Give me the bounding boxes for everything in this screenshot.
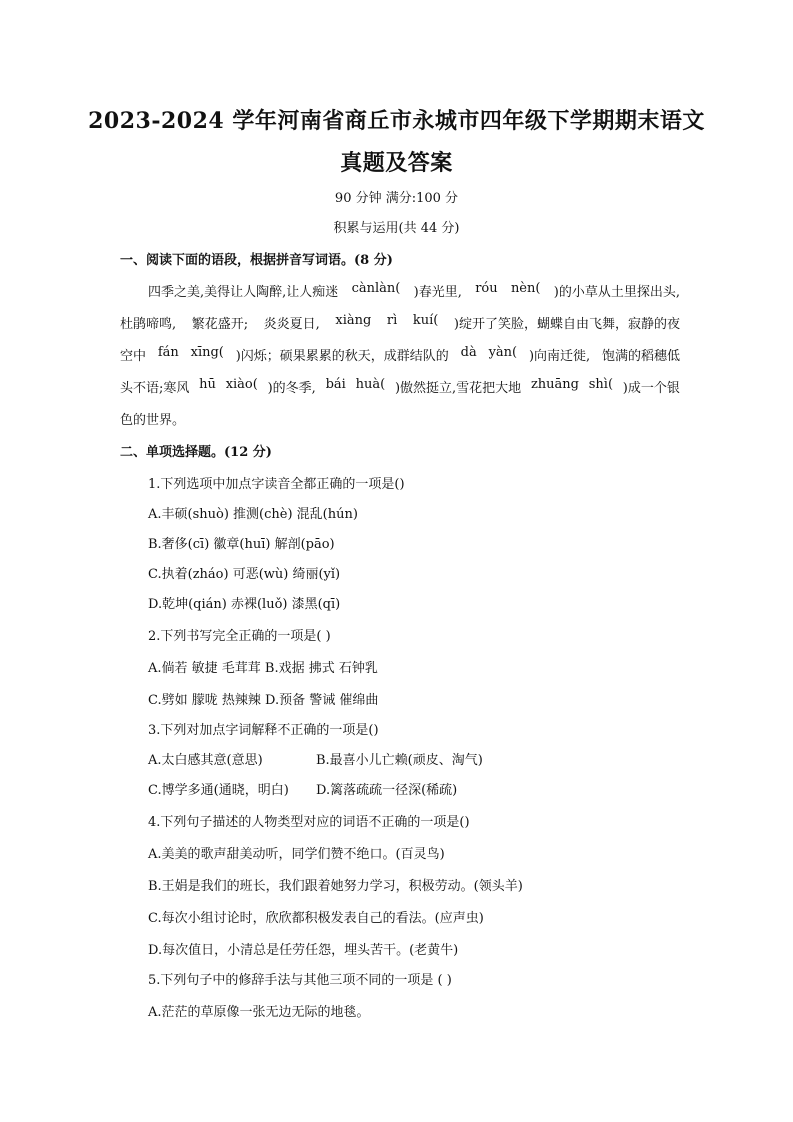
text-chunk: kuí(	[412, 313, 443, 328]
text-chunk: dà	[460, 345, 481, 360]
text-chunk: xiào(	[225, 377, 262, 392]
option-d: D.乾坤(qián) 赤裸(luǒ) 漆黑(qī)	[148, 597, 341, 612]
option-a: A.美美的歌声甜美动听，同学们赞不绝口。(百灵鸟)	[148, 847, 445, 862]
text-chunk: 四季之美,美得让人陶醉,让人痴迷	[148, 285, 343, 300]
text-chunk: nèn(	[510, 281, 545, 296]
text-chunk: )闪烁；硕果累累的秋天，成群结队的	[235, 349, 453, 364]
text-chunk: )向南迁徙,	[528, 349, 595, 364]
text-chunk: róu	[475, 281, 502, 296]
section1-paragraph-line	[120, 377, 680, 396]
text-chunk: 炎炎夏日,	[263, 317, 324, 332]
text-chunk: 空中	[120, 349, 151, 364]
text-chunk: )傲然挺立,雪花把大地	[394, 381, 526, 396]
text-chunk: bái	[325, 377, 350, 392]
section1-paragraph-line	[148, 281, 680, 300]
text-chunk: )绽开了笑脸，蝴蝶自由飞舞，寂静的夜	[453, 317, 680, 332]
text-chunk: 头不语;寒风	[120, 381, 194, 396]
text-chunk: fán	[157, 345, 183, 360]
text-chunk: )成一个银	[622, 381, 680, 396]
option-ab: A.倘若 敏捷 毛茸茸 B.戏据 拂式 石钟乳	[148, 661, 378, 676]
text-chunk: huà(	[355, 377, 390, 392]
part-heading: 积累与运用(共 44 分)	[333, 221, 460, 236]
text-chunk: 杜鹃啼鸣,	[120, 317, 181, 332]
option-d: D.篱落疏疏一径深(稀疏)	[316, 783, 458, 798]
doc-title-line1: 2023-2024 学年河南省商丘市永城市四年级下学期期末语文	[88, 108, 705, 134]
text-chunk: )春光里,	[413, 285, 467, 300]
option-a: A.茫茫的草原像一张无边无际的地毯。	[148, 1005, 370, 1020]
option-a: A.丰硕(shuò) 推测(chè) 混乱(hún)	[148, 507, 358, 522]
option-cd: C.劈如 朦咙 热辣辣 D.预备 警诫 催绵曲	[148, 693, 379, 708]
option-b: B.王娟是我们的班长，我们跟着她努力学习，积极劳动。(领头羊)	[148, 879, 523, 894]
question-stem: 4.下列句子描述的人物类型对应的词语不正确的一项是()	[148, 815, 470, 830]
question-stem: 5.下列句子中的修辞手法与其他三项不同的一项是 ( )	[148, 973, 452, 988]
option-c: C.每次小组讨论时，欣欣都积极发表自己的看法。(应声虫)	[148, 911, 484, 926]
option-c: C.执着(zháo) 可恶(wù) 绮丽(yǐ)	[148, 567, 341, 582]
option-b: B.奢侈(cī) 徽章(huī) 解剖(pāo)	[148, 537, 335, 552]
doc-title-line2: 真题及答案	[340, 150, 453, 176]
option-c: C.博学多通(通晓，明白)	[148, 783, 289, 798]
text-chunk: 繁花盛开;	[191, 317, 253, 332]
text-chunk: xiàng	[335, 313, 376, 328]
text-chunk: )的小草从土里探出头,	[553, 285, 680, 300]
text-chunk: zhuāng	[530, 377, 584, 392]
section1-paragraph-line: 色的世界。	[120, 413, 186, 428]
question-stem: 3.下列对加点字词解释不正确的一项是()	[148, 723, 379, 738]
text-chunk: yàn(	[488, 345, 522, 360]
text-chunk: rì	[386, 313, 402, 328]
text-chunk: xīng(	[190, 345, 229, 360]
text-chunk: cànlàn(	[351, 281, 405, 296]
option-d: D.每次值日，小清总是任劳任怨，埋头苦干。(老黄牛)	[148, 943, 459, 958]
text-chunk: )的冬季,	[267, 381, 320, 396]
exam-meta: 90 分钟 满分:100 分	[334, 191, 459, 206]
question-stem: 2.下列书写完全正确的一项是( )	[148, 629, 331, 644]
section1-paragraph-line	[120, 313, 680, 332]
text-chunk: 饱满的稻穗低	[601, 349, 680, 364]
text-chunk: hū	[199, 377, 221, 392]
option-a: A.太白感其意(意思)	[148, 753, 263, 768]
section2-heading: 二、单项选择题。(12 分)	[120, 445, 272, 460]
section1-heading: 一、阅读下面的语段，根据拼音写词语。(8 分)	[120, 253, 393, 268]
section1-paragraph-line	[120, 345, 680, 364]
question-stem: 1.下列选项中加点字读音全都正确的一项是()	[148, 477, 405, 492]
text-chunk: shì(	[588, 377, 618, 392]
option-b: B.最喜小儿亡赖(顽皮、淘气)	[316, 753, 483, 768]
